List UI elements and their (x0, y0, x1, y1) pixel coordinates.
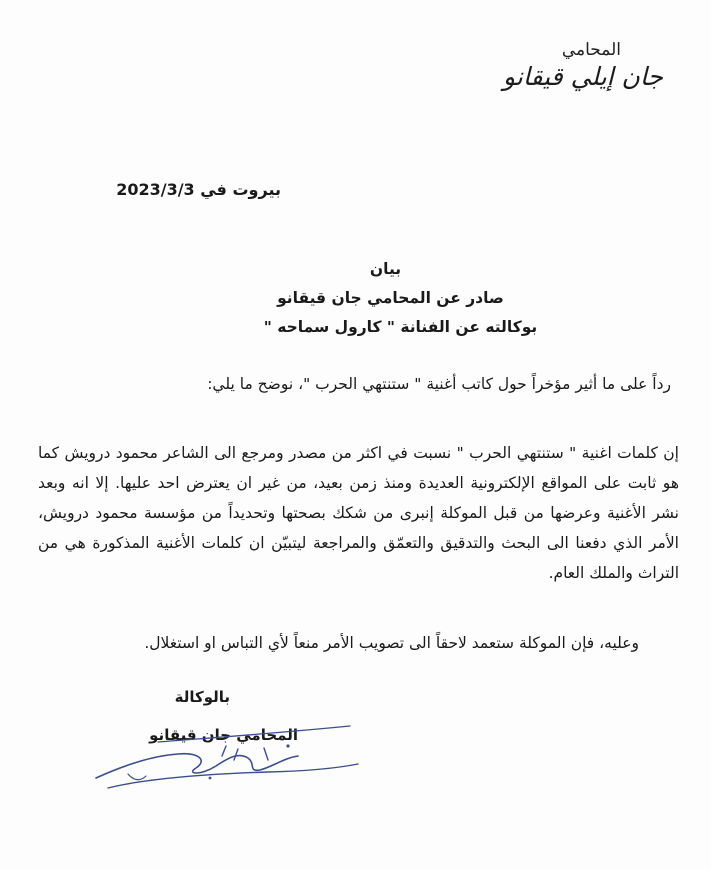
body-paragraph: إن كلمات اغنية " ستنتهي الحرب " نسبت في اكثر من مصدر ومرجع الى الشاعر محمود درويش كما هو ثابت على المواقع الإلكترونية العديدة ومنذ زمن بعيد، من غير ان يعترض احد عليها. إلا انه وبعد نشر الأغنية وعرضها من قبل الموكلة إنبرى من شكك بصحتها وتحديداً من مؤسسة محمود درويش، الأمر الذي دفعنا الى البحث والتدقيق والتعمّق والمراجعة ليتبيّن ان كلمات الأغنية المذكورة هي من التراث والملك العام. (38, 444, 679, 582)
intro-paragraph: رداً على ما أثير مؤخراً حول كاتب أغنية " ستنتهي الحرب "، نوضح ما يلي: (207, 375, 671, 393)
statement-header (0, 255, 711, 342)
letterhead-name: جان إيلي قيقانو (503, 62, 663, 91)
statement-issuer: صادر عن المحامي جان قيقانو (277, 289, 504, 307)
signature-block (88, 688, 368, 808)
date-line: بيروت في 2023/3/3 (116, 180, 281, 199)
conclusion-paragraph: وعليه، فإن الموكلة ستعمد لاحقاً الى تصويب الأمر منعاً لأي التباس او استغلال. (144, 634, 639, 652)
signature-lawyer-name: المحامي جان قيقانو (149, 726, 298, 744)
statement-title: بيان (369, 260, 402, 278)
handwritten-signature (88, 716, 368, 796)
letterhead (503, 40, 663, 91)
letterhead-title: المحامي (561, 40, 621, 60)
signature-on-behalf-label: بالوكالة (174, 688, 230, 706)
statement-client: بوكالته عن الفنانة " كارول سماحه " (263, 318, 538, 336)
